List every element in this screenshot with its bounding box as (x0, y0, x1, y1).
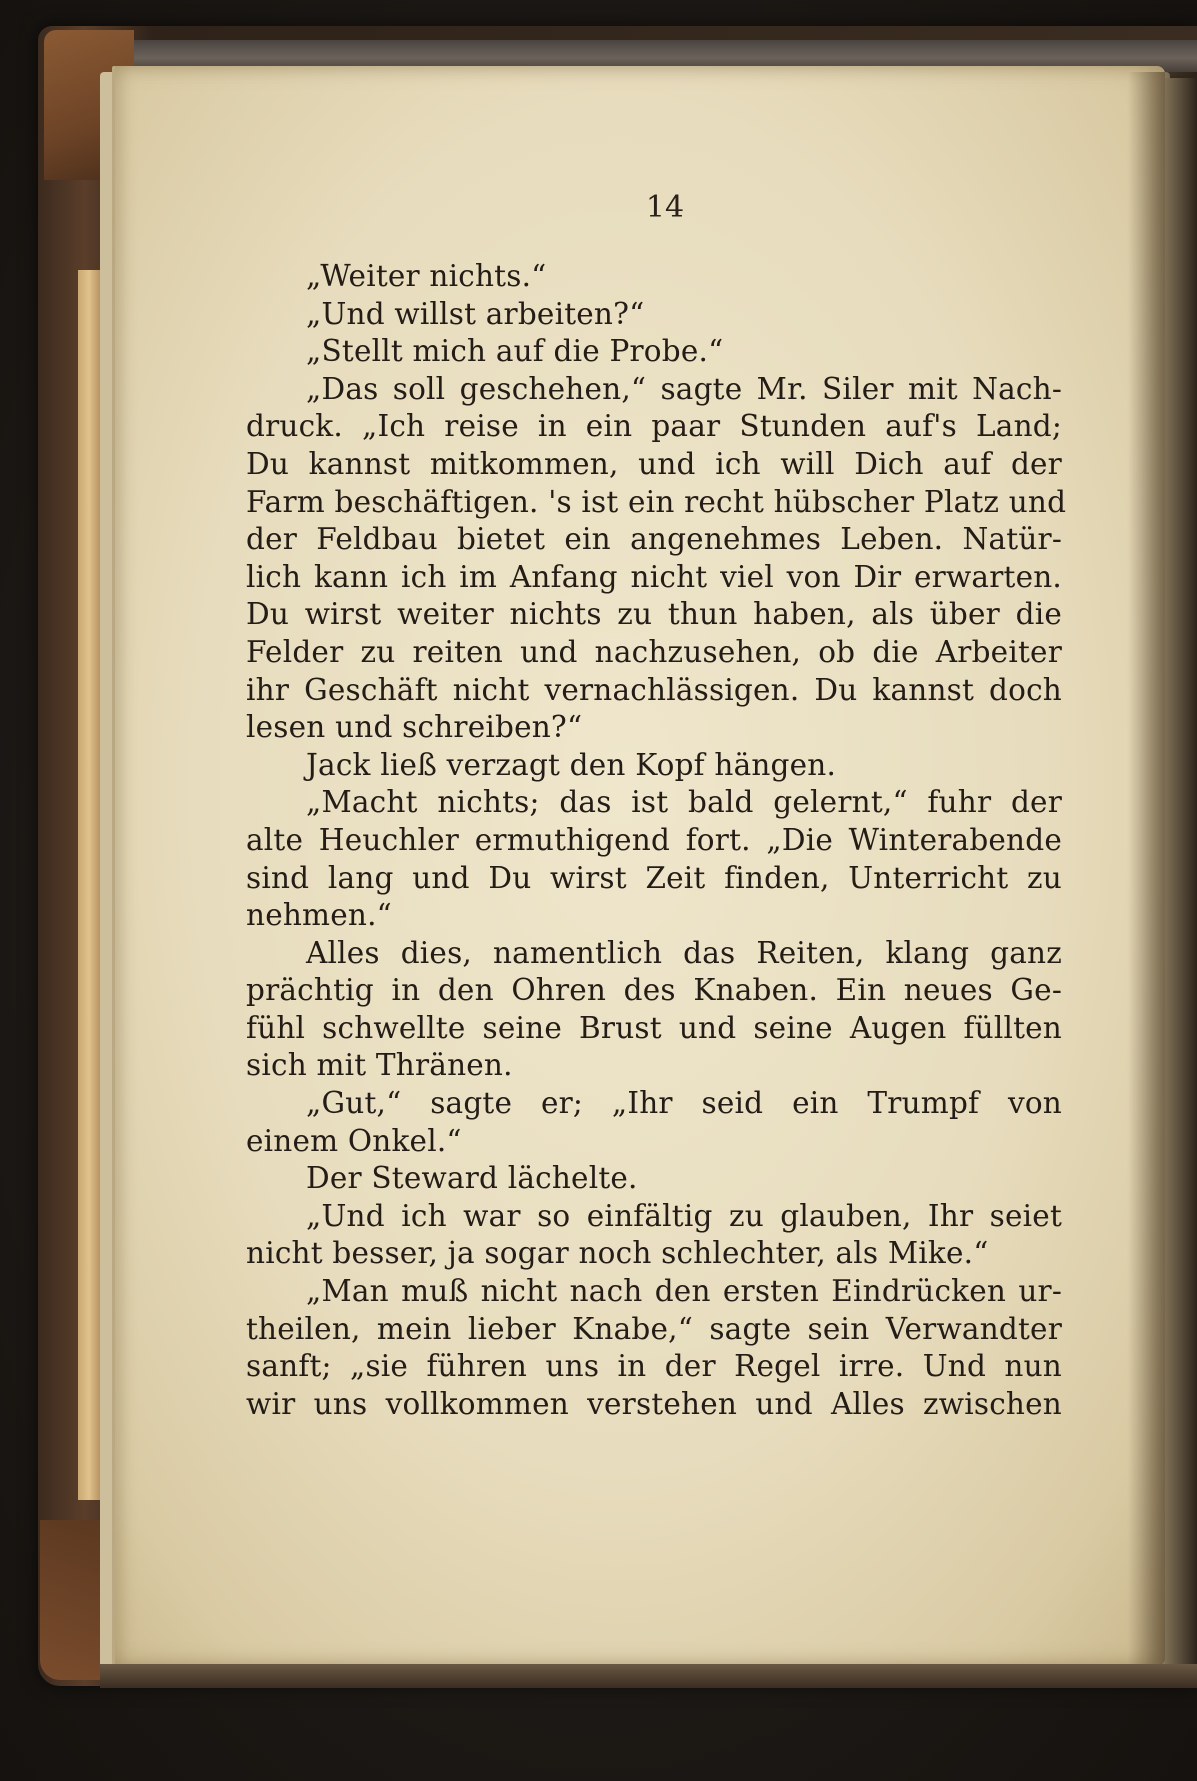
text-line: „Weiter nichts.“ (306, 259, 547, 293)
text-line: „Man muß nicht nach den ersten Eindrücken ur- (306, 1274, 1062, 1309)
text-line: sanft; „sie führen uns in der Regel irre. Und nun (246, 1349, 1062, 1384)
text-line: „Und willst arbeiten?“ (306, 296, 645, 331)
text-line: alte Heuchler ermuthigend fort. „Die Winterabende (246, 822, 1062, 857)
text-line: prächtig in den Ohren des Knaben. Ein neues Ge- (246, 973, 1062, 1008)
text-line: sich mit Thränen. (246, 1048, 513, 1083)
text-line: Felder zu reiten und nachzusehen, ob die Arbeiter (246, 634, 1062, 669)
text-line: „Und ich war so einfältig zu glauben, Ihr seiet (306, 1198, 1062, 1233)
text-line: lesen und schreiben?“ (246, 710, 583, 745)
text-line: „Das soll geschehen,“ sagte Mr. Siler mit Nach- (306, 371, 1062, 406)
text-line: wir uns vollkommen verstehen und Alles zwischen (246, 1386, 1062, 1421)
page-number: 14 (645, 190, 685, 225)
body-text (246, 258, 1067, 1423)
text-line: theilen, mein lieber Knabe,“ sagte sein Verwandter (246, 1311, 1062, 1346)
text-line: der Feldbau bietet ein angenehmes Leben. Natür- (246, 522, 1062, 557)
text-line: „Stellt mich auf die Probe.“ (306, 334, 724, 369)
text-line: nicht besser, ja sogar noch schlechter, als Mike.“ (246, 1236, 989, 1271)
text-line: Alles dies, namentlich das Reiten, klang ganz (306, 935, 1062, 970)
text-line: druck. „Ich reise in ein paar Stunden auf's Land; (246, 409, 1062, 444)
text-line: „Gut,“ sagte er; „Ihr seid ein Trumpf von (306, 1086, 1062, 1121)
text-line: Der Steward lächelte. (306, 1161, 638, 1196)
text-line: Du kannst mitkommen, und ich will Dich auf der (246, 446, 1062, 481)
text-line: sind lang und Du wirst Zeit finden, Unterricht zu (246, 860, 1062, 895)
text-line: Du wirst weiter nichts zu thun haben, als über die (246, 597, 1062, 632)
text-line: fühl schwellte seine Brust und seine Augen füllten (246, 1010, 1062, 1045)
text-line: ihr Geschäft nicht vernachlässigen. Du kannst doch (246, 672, 1062, 707)
text-line: Farm beschäftigen. 's ist ein recht hübscher Platz und (246, 484, 1067, 519)
cover-bottom-edge (100, 1664, 1197, 1688)
text-line: lich kann ich im Anfang nicht viel von Dir erwarten. (246, 559, 1062, 594)
gutter-shadow (1128, 72, 1197, 1672)
text-line: Jack ließ verzagt den Kopf hängen. (306, 747, 837, 782)
text-line: „Macht nichts; das ist bald gelernt,“ fuhr der (306, 785, 1062, 820)
text-line: einem Onkel.“ (246, 1123, 462, 1158)
text-line: nehmen.“ (246, 898, 392, 933)
binding-strip (78, 270, 100, 1500)
